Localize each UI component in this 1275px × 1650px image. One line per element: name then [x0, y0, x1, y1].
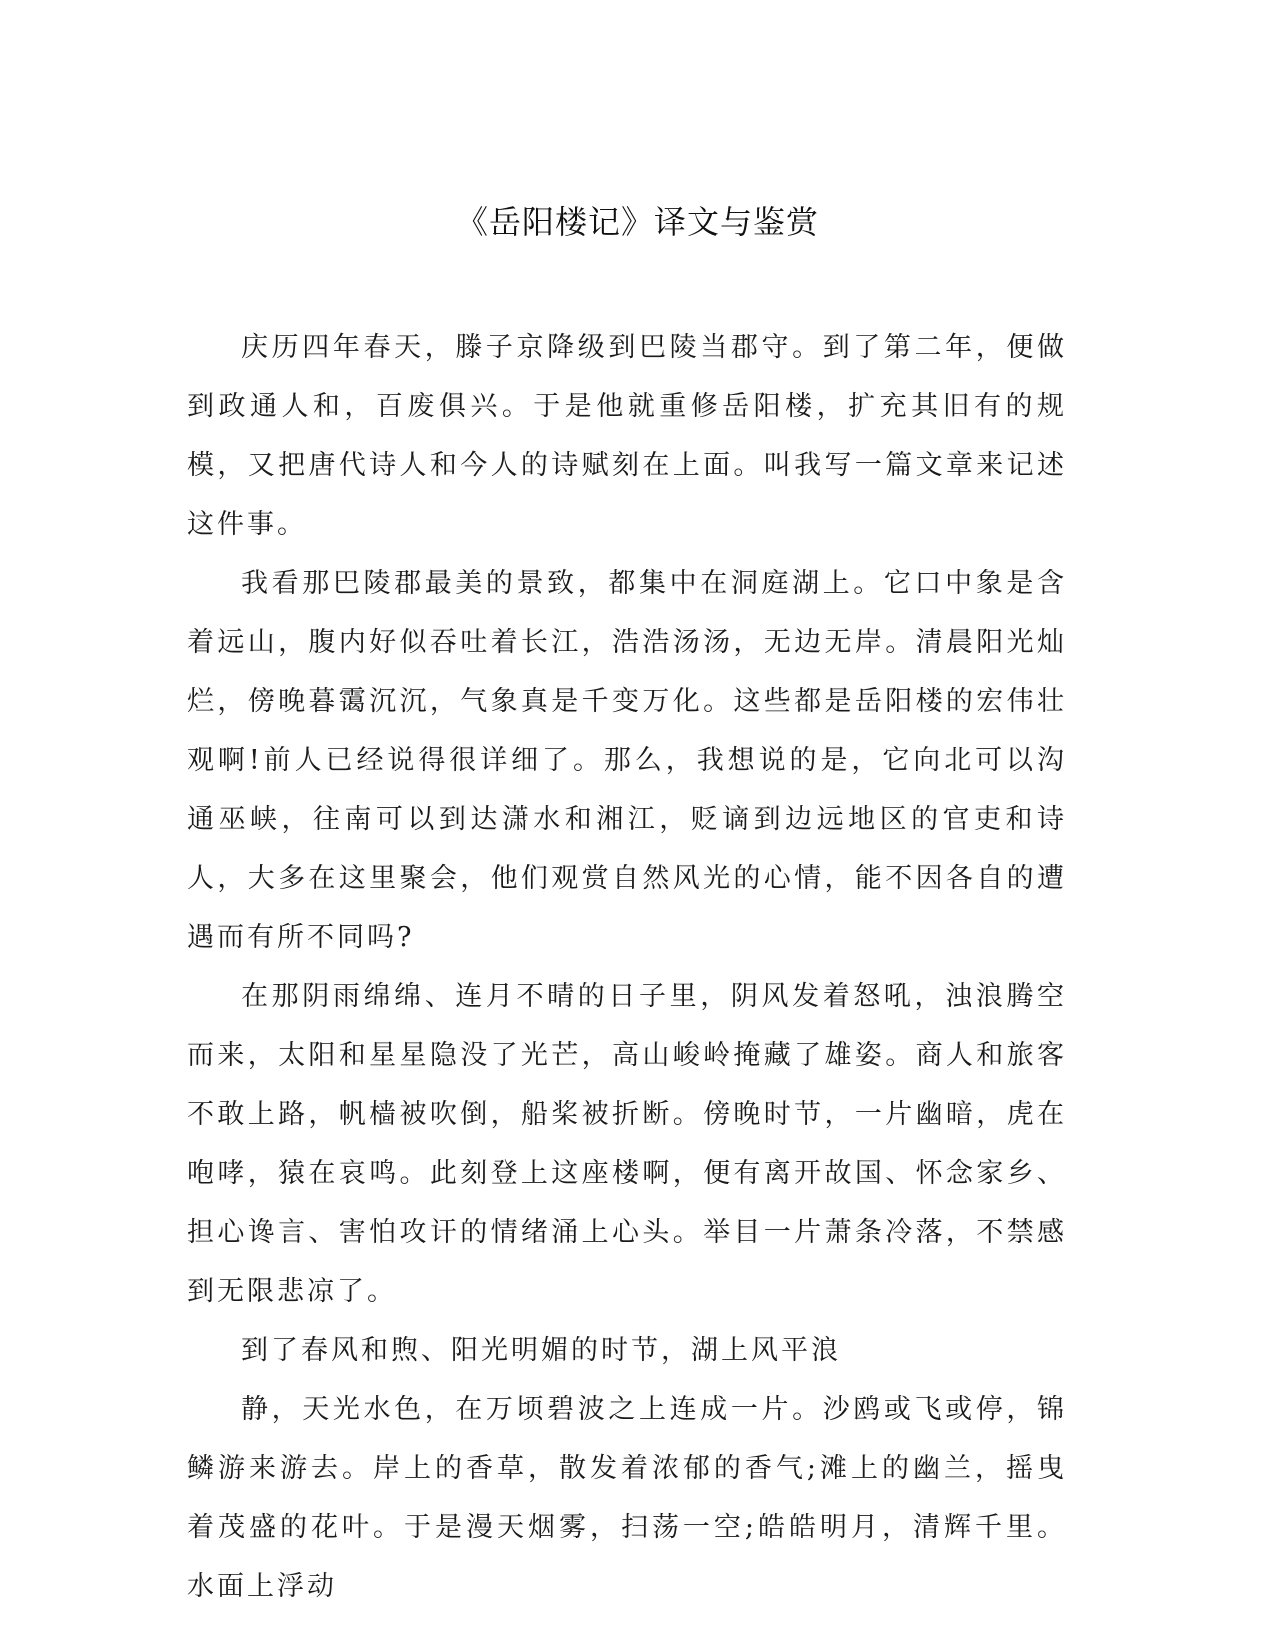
paragraph: 庆历四年春天，滕子京降级到巴陵当郡守。到了第二年，便做到政通人和，百废俱兴。于是他就重修岳阳楼，扩充其旧有的规模，又把唐代诗人和今人的诗赋刻在上面。叫我写一篇文章来记述这件事。	[187, 332, 1067, 540]
paragraph: 我看那巴陵郡最美的景致，都集中在洞庭湖上。它口中象是含着远山，腹内好似吞吐着长江，浩浩汤汤，无边无岸。清晨阳光灿烂，傍晚暮霭沉沉，气象真是千变万化。这些都是岳阳楼的宏伟壮观啊!前人已经说得很详细了。那么，我想说的是，它向北可以沟通巫峡，往南可以到达潇水和湘江，贬谪到边远地区的官吏和诗人，大多在这里聚会，他们观赏自然风光的心情，能不因各自的遭遇而有所不同吗?	[187, 568, 1067, 953]
paragraph: 在那阴雨绵绵、连月不晴的日子里，阴风发着怒吼，浊浪腾空而来，太阳和星星隐没了光芒，高山峻岭掩藏了雄姿。商人和旅客不敢上路，帆樯被吹倒，船桨被折断。傍晚时节，一片幽暗，虎在咆哮，猿在哀鸣。此刻登上这座楼啊，便有离开故国、怀念家乡、担心谗言、害怕攻讦的情绪涌上心头。举目一片萧条冷落，不禁感到无限悲凉了。	[187, 981, 1067, 1307]
document-title: 《岳阳楼记》译文与鉴赏	[455, 203, 819, 241]
paragraph: 静，天光水色，在万顷碧波之上连成一片。沙鸥或飞或停，锦鳞游来游去。岸上的香草，散发着浓郁的香气;滩上的幽兰，摇曳着茂盛的花叶。于是漫天烟雾，扫荡一空;皓皓明月，清辉千里。水面上浮动	[187, 1394, 1067, 1602]
paragraph: 到了春风和煦、阳光明媚的时节，湖上风平浪	[241, 1335, 841, 1366]
document-body	[187, 318, 1067, 1616]
